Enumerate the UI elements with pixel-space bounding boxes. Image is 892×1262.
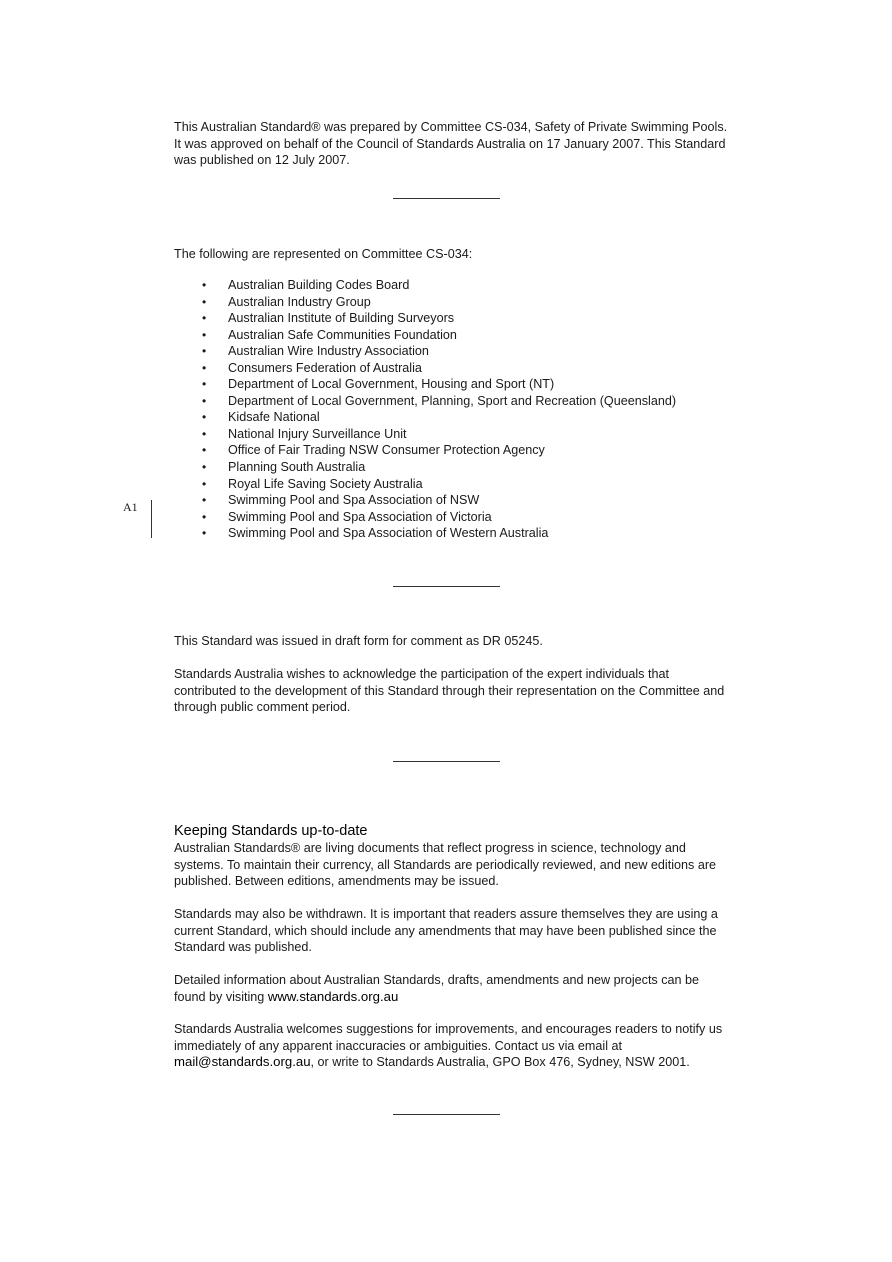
bullet-icon: • [202,509,207,524]
list-item: • Australian Building Codes Board [202,278,410,292]
list-item: • Australian Industry Group [202,294,371,309]
keeping-paragraph-3: Detailed information about Australian Standards, drafts, amendments and new projects can be found by visiting www.standards.org.au [174,973,700,1004]
intro-paragraph: This Australian Standard® was prepared by Committee CS-034, Safety of Private Swimming Pools. It was approved on behalf of the Council of Standards Australia on 17 January 2007. This Standard was published on 12 July 2007. [174,120,728,168]
suggestions-section [174,1021,734,1071]
list-item: • Australian Safe Communities Foundation [202,327,457,342]
section-divider-2 [393,586,500,587]
bullet-icon: • [202,393,207,408]
website-link[interactable]: www.standards.org.au [267,988,399,1004]
list-item: • Royal Life Saving Society Australia [202,476,423,491]
list-item: • Australian Institute of Building Surveyors [202,311,455,326]
section-divider-1 [393,198,500,199]
intro-section [174,119,734,169]
email-link[interactable]: mail@standards.org.au [174,1054,311,1070]
bullet-icon: • [202,294,207,309]
keeping-heading: Keeping Standards up-to-date [174,823,368,839]
list-item: • Planning South Australia [202,460,366,475]
draft-section [174,633,734,650]
keeping-paragraph-4: Standards Australia welcomes suggestions for improvements, and encourages readers to notify us immediately of any apparent inaccuracies or ambiguities. Contact us via email at mail@standards.org.au, or write to Standards Australia, GPO Box 476, Sydney, NSW 2001. [174,1022,723,1070]
bullet-icon: • [202,526,207,541]
list-item: • Swimming Pool and Spa Association of Victoria [202,509,492,524]
draft-paragraph: This Standard was issued in draft form for comment as DR 05245. [174,634,543,648]
information-section [174,972,734,1005]
bullet-icon: • [202,410,207,425]
withdrawal-section [174,906,734,956]
committee-heading: The following are represented on Committee CS-034: [174,247,473,261]
bullet-icon: • [202,344,207,359]
section-divider-4 [393,1114,500,1115]
bullet-icon: • [202,377,207,392]
acknowledgement-paragraph: Standards Australia wishes to acknowledge the participation of the expert individuals that contributed to the development of this Standard through their representation on the Committee and through public comment period. [174,667,725,715]
list-item: • Australian Wire Industry Association [202,344,429,359]
bullet-icon: • [202,360,207,375]
keeping-paragraph-1: Australian Standards® are living documents that reflect progress in science, technology and systems. To maintain their currency, all Standards are periodically reviewed, and new editions are published. Between editions, amendments may be issued. [174,841,717,889]
bullet-icon: • [202,327,207,342]
acknowledgement-section [174,666,734,716]
list-item: • Office of Fair Trading NSW Consumer Protection Agency [202,443,545,458]
bullet-icon: • [202,426,207,441]
bullet-icon: • [202,460,207,475]
list-item: • Swimming Pool and Spa Association of Western Australia [202,526,549,541]
list-item: • National Injury Surveillance Unit [202,426,407,441]
amendment-bar [151,500,152,538]
keeping-paragraph-2: Standards may also be withdrawn. It is important that readers assure themselves they are using a current Standard, which should include any amendments that may have been published since the Standard was published. [174,907,718,955]
list-item: • Swimming Pool and Spa Association of NSW [202,493,480,508]
bullet-icon: • [202,311,207,326]
list-item: • Department of Local Government, Planning, Sport and Recreation (Queensland) [202,393,677,408]
amendment-marker: A1 [123,500,138,514]
list-item: • Kidsafe National [202,410,320,425]
section-divider-3 [393,761,500,762]
bullet-icon: • [202,493,207,508]
committee-section [174,246,734,263]
bullet-icon: • [202,278,207,292]
bullet-icon: • [202,443,207,458]
list-item: • Department of Local Government, Housing and Sport (NT) [202,377,555,392]
keeping-up-to-date-section [174,823,734,890]
committee-member-list [174,277,676,542]
list-item: • Consumers Federation of Australia [202,360,422,375]
bullet-icon: • [202,476,207,491]
